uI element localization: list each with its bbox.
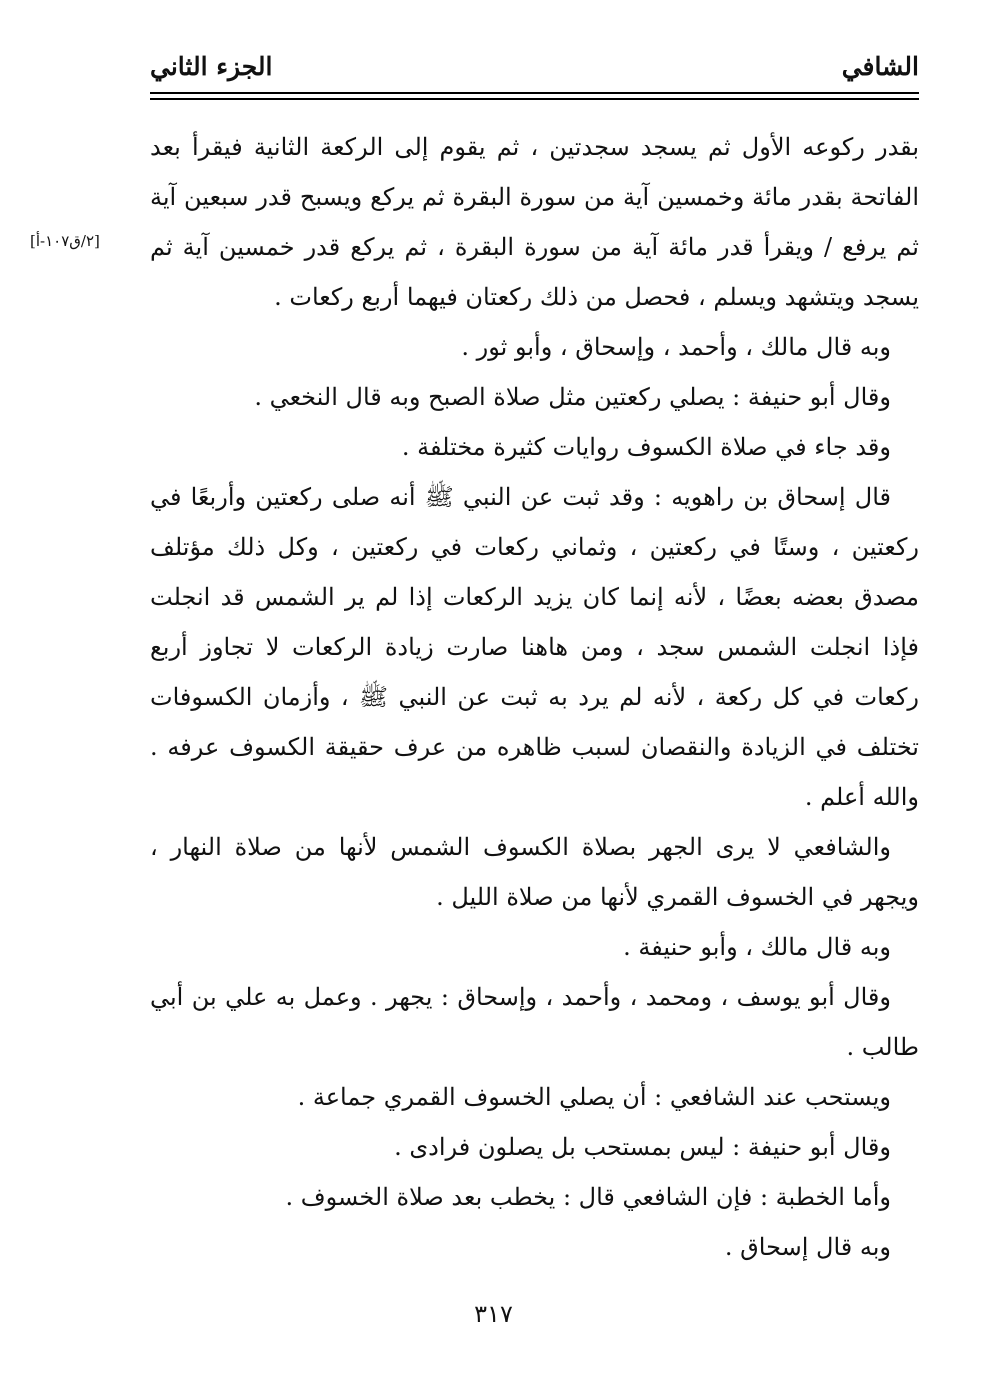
paragraph: بقدر ركوعه الأول ثم يسجد سجدتين ، ثم يقوم إلى الركعة الثانية فيقرأ بعد الفاتحة بقدر مائة وخمسين آية من سورة البقرة ثم يركع ويسبح قدر سبعين آية ثم يرفع / ويقرأ قدر مائة آية من سورة البقرة ، ثم يركع قدر خمسين آية ثم يسجد ويتشهد ويسلم ، فحصل من ذلك ركعتان فيهما أربع ركعات . [150,133,920,311]
paragraph: وقد جاء في صلاة الكسوف روايات كثيرة مختلفة . [401,433,891,461]
header-rule-top [150,92,919,94]
paragraph: وقال أبو حنيفة : ليس بمستحب بل يصلون فرادى . [394,1133,891,1161]
paragraph: وبه قال إسحاق . [724,1233,891,1261]
book-title: الشافي [841,52,919,81]
paragraph: وقال أبو حنيفة : يصلي ركعتين مثل صلاة الصبح وبه قال النخعي . [254,383,891,411]
margin-folio-reference: [٢/ق١٠٧-أ] [30,232,100,250]
paragraph: وبه قال مالك ، وأحمد ، وإسحاق ، وأبو ثور . [461,333,891,361]
running-header [150,52,919,92]
paragraph: وبه قال مالك ، وأبو حنيفة . [623,933,891,961]
page-number: ٣١٧ [474,1300,513,1328]
header-rule-bottom [150,98,919,100]
paragraph: وأما الخطبة : فإن الشافعي قال : يخطب بعد صلاة الخسوف . [285,1183,891,1211]
paragraph: والشافعي لا يرى الجهر بصلاة الكسوف الشمس لأنها من صلاة النهار ، ويجهر في الخسوف القمري لأنها من صلاة الليل . [150,833,919,911]
page-body [150,122,919,1272]
paragraph: وقال أبو يوسف ، ومحمد ، وأحمد ، وإسحاق : يجهر . وعمل به علي بن أبي طالب . [150,983,919,1061]
paragraph: ويستحب عند الشافعي : أن يصلي الخسوف القمري جماعة . [297,1083,891,1111]
paragraph: قال إسحاق بن راهويه : وقد ثبت عن النبي ﷺ أنه صلى ركعتين وأربعًا في ركعتين ، وستًا في ركعتين ، وثماني ركعات في ركعتين ، وكل ذلك مؤتلف مصدق بعضه بعضًا ، لأنه إنما كان يزيد الركعات إذا لم ير الشمس قد انجلت فإذا انجلت الشمس سجد ، ومن هاهنا صارت زيادة الركعات لا تجاوز أربع ركعات في كل ركعة ، لأنه لم يرد به ثبت عن النبي ﷺ ، وأزمان الكسوفات تختلف في الزيادة والنقصان لسبب ظاهره من عرف حقيقة الكسوف عرفه . والله أعلم . [150,483,919,811]
part-title: الجزء الثاني [150,52,273,81]
